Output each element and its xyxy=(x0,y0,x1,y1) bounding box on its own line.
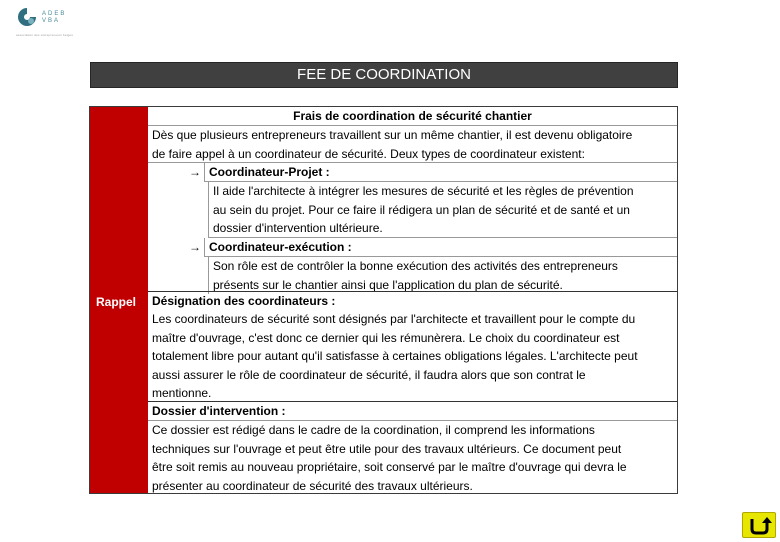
coord-projet-line: Il aide l'architecte à intégrer les mesures de sécurité et les règles de prévention xyxy=(213,184,634,198)
content-panel xyxy=(89,106,678,494)
logo-brand: ADEB VBA xyxy=(42,11,67,24)
coord-projet-line: dossier d'intervention ultérieure. xyxy=(213,221,383,235)
content-table xyxy=(148,107,677,493)
dossier-text xyxy=(148,421,677,495)
designation-line: Les coordinateurs de sécurité sont désignés par l'architecte et travaillent pour le compte du xyxy=(152,312,636,326)
designation-line: mentionne. xyxy=(152,386,212,400)
coord-execution-text xyxy=(208,257,677,294)
dossier-line: techniques sur l'ouvrage et peut être utile pour des travaux ultérieurs. Ce document peut xyxy=(152,441,622,456)
dossier-line: être soit remis au nouveau propriétaire, soit conservé par le maître d'ouvrage qui devra le xyxy=(152,460,627,474)
dossier-line: présenter au coordinateur de sécurité des travaux ultérieurs. xyxy=(152,478,473,493)
section-header: Frais de coordination de sécurité chantier xyxy=(148,107,677,126)
side-label: Rappel xyxy=(96,295,137,309)
logo-tagline: association des entrepreneurs belges xyxy=(16,33,74,37)
designation-line: aussi assurer le rôle de coordinateur de sécurité, il faudra alors que son contrat le xyxy=(152,367,586,382)
logo-mark-icon xyxy=(16,6,38,28)
page-title: FEE DE COORDINATION xyxy=(90,62,678,88)
intro-line: Dès que plusieurs entrepreneurs travaillent sur un même chantier, il est devenu obligatoire xyxy=(152,128,633,142)
intro-text xyxy=(148,126,677,163)
designation-line: totalement libre pour autant qu'il satisfasse à certaines obligations légales. L'architecte peut xyxy=(152,349,638,363)
return-button[interactable] xyxy=(742,512,776,538)
designation-text xyxy=(148,310,677,402)
coord-projet-title: Coordinateur-Projet : xyxy=(204,163,677,182)
coord-execution-line: présents sur le chantier ainsi que l'application du plan de sécurité. xyxy=(213,277,563,292)
return-arrow-icon xyxy=(743,513,775,537)
coord-execution-line: Son rôle est de contrôler la bonne exécution des activités des entrepreneurs xyxy=(213,259,618,273)
designation-title: Désignation des coordinateurs : xyxy=(152,294,336,308)
dossier-line: Ce dossier est rédigé dans le cadre de la coordination, il comprend les informations xyxy=(152,423,595,437)
dossier-title: Dossier d'intervention : xyxy=(148,402,677,421)
coord-projet-text xyxy=(208,182,677,238)
rappel-sidebar xyxy=(90,107,148,493)
company-logo xyxy=(16,6,76,38)
intro-line: de faire appel à un coordinateur de sécurité. Deux types de coordinateur existent: xyxy=(152,146,585,161)
coord-projet-line: au sein du projet. Pour ce faire il rédigera un plan de sécurité et de santé et un xyxy=(213,202,630,217)
arrow-icon: → xyxy=(189,165,201,179)
coord-execution-title: Coordinateur-exécution : xyxy=(204,238,677,257)
arrow-icon: → xyxy=(189,240,201,254)
designation-line: maître d'ouvrage, c'est donc ce dernier qui les rémunèrera. Le choix du coordinateur est xyxy=(152,330,620,345)
